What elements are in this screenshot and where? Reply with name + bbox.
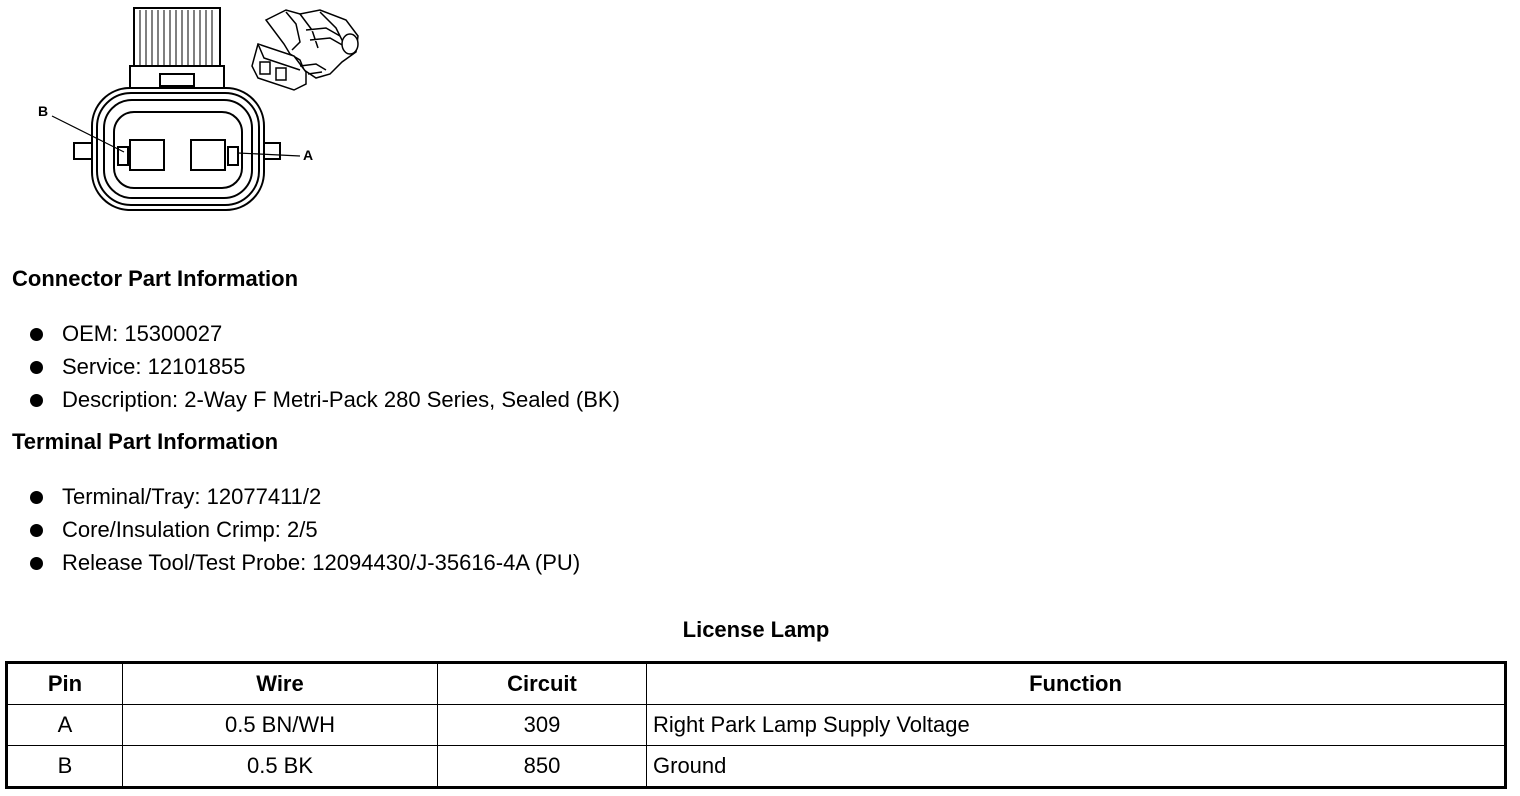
terminal-part-info-heading: Terminal Part Information	[12, 429, 279, 454]
table-row	[7, 746, 1506, 788]
column-header-function: Function	[647, 663, 1506, 705]
connector-oem-text: OEM: 15300027	[62, 321, 223, 346]
bullet-icon	[30, 394, 43, 407]
crimp-text: Core/Insulation Crimp: 2/5	[62, 517, 318, 542]
pin-a-callout: A	[303, 147, 314, 163]
release-tool-text: Release Tool/Test Probe: 12094430/J-35616-4A (PU)	[62, 550, 581, 575]
bullet-icon	[30, 361, 43, 374]
connector-service-text: Service: 12101855	[62, 354, 246, 379]
connector-part-info-list	[30, 317, 620, 416]
list-item	[30, 513, 580, 546]
connector-drawing	[0, 0, 380, 225]
column-header-wire: Wire	[123, 663, 438, 705]
cell-function: Right Park Lamp Supply Voltage	[647, 705, 1506, 746]
cell-wire: 0.5 BN/WH	[123, 705, 438, 746]
cell-circuit: 309	[438, 705, 647, 746]
cell-wire: 0.5 BK	[123, 746, 438, 788]
table-header-row	[7, 663, 1506, 705]
cell-pin: A	[7, 705, 123, 746]
column-header-pin: Pin	[7, 663, 123, 705]
connector-face-view	[52, 8, 300, 210]
cell-function: Ground	[647, 746, 1506, 788]
bullet-icon	[30, 328, 43, 341]
list-item	[30, 383, 620, 416]
list-item	[30, 350, 620, 383]
list-item	[30, 317, 620, 350]
list-item	[30, 480, 580, 513]
pin-b-callout: B	[38, 103, 49, 119]
list-item	[30, 546, 580, 579]
table-row	[7, 705, 1506, 746]
cell-pin: B	[7, 746, 123, 788]
pinout-table	[5, 661, 1507, 789]
connector-part-info-heading: Connector Part Information	[12, 266, 299, 291]
bullet-icon	[30, 557, 43, 570]
connector-description-text: Description: 2-Way F Metri-Pack 280 Series, Sealed (BK)	[62, 387, 620, 412]
connector-isometric-view	[252, 10, 358, 90]
table-title: License Lamp	[682, 617, 830, 642]
bullet-icon	[30, 524, 43, 537]
terminal-part-info-list	[30, 480, 580, 579]
terminal-tray-text: Terminal/Tray: 12077411/2	[62, 484, 322, 509]
bullet-icon	[30, 491, 43, 504]
column-header-circuit: Circuit	[438, 663, 647, 705]
cell-circuit: 850	[438, 746, 647, 788]
